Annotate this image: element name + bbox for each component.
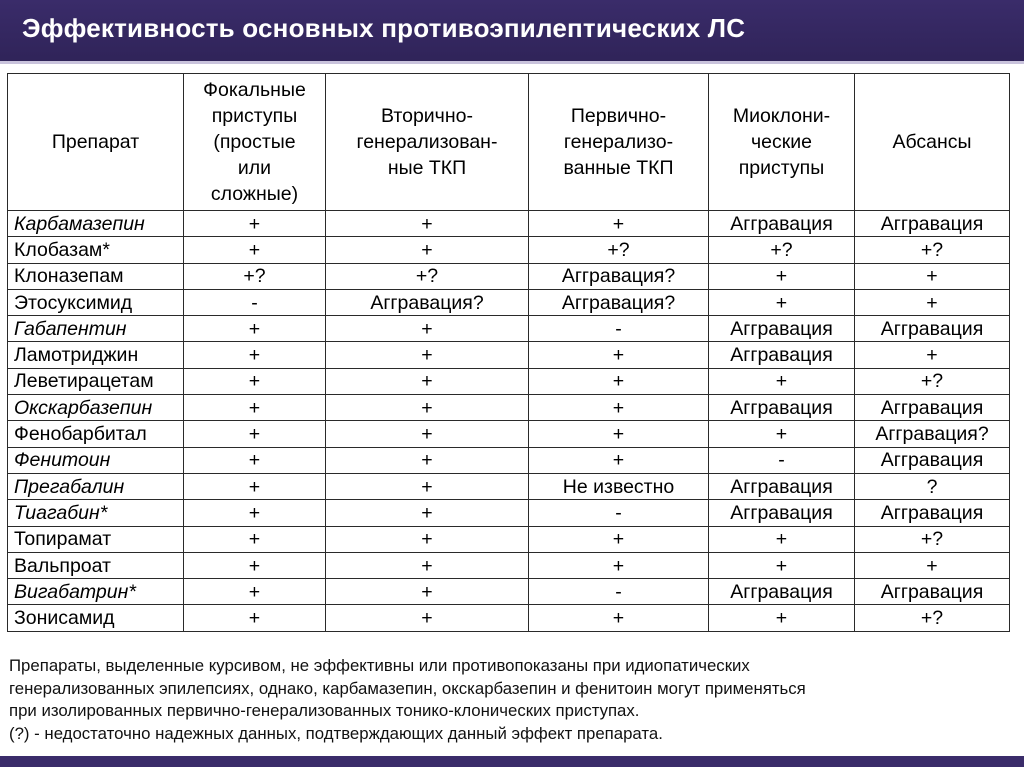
table-cell: Аггравация? xyxy=(326,289,529,315)
table-cell: + xyxy=(709,263,855,289)
bottom-bar xyxy=(0,756,1024,767)
column-header: Вторично- генерализован- ные ТКП xyxy=(326,74,529,211)
table-cell: Аггравация xyxy=(709,473,855,499)
table-cell: - xyxy=(529,316,709,342)
title-bar xyxy=(0,0,1024,64)
table-cell: + xyxy=(529,368,709,394)
table-cell: + xyxy=(326,421,529,447)
table-cell: + xyxy=(529,342,709,368)
title-rule xyxy=(0,61,1024,64)
table-cell: Аггравация xyxy=(855,447,1010,473)
table-cell: + xyxy=(529,526,709,552)
drug-name-cell: Вигабатрин* xyxy=(8,579,184,605)
table-cell: + xyxy=(184,421,326,447)
table-cell: + xyxy=(855,289,1010,315)
footnote-line: при изолированных первично-генерализованных тонико-клонических приступах. xyxy=(9,701,640,720)
table-cell: - xyxy=(529,579,709,605)
column-header: Препарат xyxy=(8,74,184,211)
column-header: Абсансы xyxy=(855,74,1010,211)
table-body xyxy=(8,211,1010,632)
table-cell: + xyxy=(184,447,326,473)
table-cell: Аггравация xyxy=(855,211,1010,237)
table-cell: Не известно xyxy=(529,473,709,499)
table-cell: + xyxy=(709,421,855,447)
table-cell: + xyxy=(326,237,529,263)
table-cell: + xyxy=(326,447,529,473)
table-cell: + xyxy=(326,473,529,499)
table-cell: + xyxy=(709,289,855,315)
footnote-line: генерализованных эпилепсиях, однако, карбамазепин, окскарбазепин и фенитоин могут применяться xyxy=(9,678,806,698)
page-title: Эффективность основных противоэпилептических ЛС xyxy=(22,13,746,43)
table-cell: Аггравация xyxy=(855,579,1010,605)
table-cell: +? xyxy=(855,605,1010,631)
table-cell: Аггравация xyxy=(709,316,855,342)
table-cell: + xyxy=(529,447,709,473)
table-cell: + xyxy=(184,526,326,552)
drug-name-cell: Прегабалин xyxy=(8,473,184,499)
table-cell: - xyxy=(184,289,326,315)
table-cell: Аггравация xyxy=(709,500,855,526)
drug-name-cell: Тиагабин* xyxy=(8,500,184,526)
table-row xyxy=(8,237,1010,263)
table-cell: + xyxy=(529,211,709,237)
drug-name-cell: Клобазам* xyxy=(8,237,184,263)
table-cell: Аггравация? xyxy=(855,421,1010,447)
drug-name-cell: Зонисамид xyxy=(8,605,184,631)
table-cell: - xyxy=(709,447,855,473)
table-cell: + xyxy=(326,211,529,237)
drug-name-cell: Фенобарбитал xyxy=(8,421,184,447)
table-cell: + xyxy=(855,263,1010,289)
table-cell: + xyxy=(184,500,326,526)
table-row xyxy=(8,316,1010,342)
table-cell: + xyxy=(326,342,529,368)
table-cell: + xyxy=(709,552,855,578)
drug-name-cell: Габапентин xyxy=(8,316,184,342)
table-row xyxy=(8,395,1010,421)
table-header-row xyxy=(8,74,1010,211)
table-cell: + xyxy=(709,526,855,552)
table-row xyxy=(8,342,1010,368)
drug-name-cell: Клоназепам xyxy=(8,263,184,289)
table-cell: + xyxy=(709,368,855,394)
table-cell: Аггравация xyxy=(855,395,1010,421)
footnote-line: Препараты, выделенные курсивом, не эффективны или противопоказаны при идиопатических xyxy=(9,656,750,675)
drug-name-cell: Этосуксимид xyxy=(8,289,184,315)
table-cell: Аггравация xyxy=(709,342,855,368)
column-header: Фокальные приступы (простые или сложные) xyxy=(184,74,326,211)
table-cell: + xyxy=(184,473,326,499)
table-cell: +? xyxy=(184,263,326,289)
drug-name-cell: Ламотриджин xyxy=(8,342,184,368)
table-cell: + xyxy=(855,342,1010,368)
table-cell: + xyxy=(326,368,529,394)
table-cell: + xyxy=(529,395,709,421)
table-cell: +? xyxy=(855,237,1010,263)
table-cell: Аггравация xyxy=(709,579,855,605)
table-cell: + xyxy=(184,342,326,368)
drug-name-cell: Леветирацетам xyxy=(8,368,184,394)
table-cell: + xyxy=(184,237,326,263)
footnote-line: (?) - недостаточно надежных данных, подтверждающих данный эффект препарата. xyxy=(9,723,663,743)
table-cell: ? xyxy=(855,473,1010,499)
table-cell: +? xyxy=(326,263,529,289)
table-cell: Аггравация? xyxy=(529,289,709,315)
table-row xyxy=(8,368,1010,394)
table-cell: + xyxy=(855,552,1010,578)
table-cell: + xyxy=(184,579,326,605)
table-cell: + xyxy=(184,395,326,421)
table-cell: + xyxy=(326,316,529,342)
table-cell: +? xyxy=(855,526,1010,552)
table-cell: + xyxy=(326,579,529,605)
table-row xyxy=(8,473,1010,499)
table-cell: + xyxy=(326,605,529,631)
table-cell: + xyxy=(326,395,529,421)
table-cell: - xyxy=(529,500,709,526)
table-row xyxy=(8,552,1010,578)
drug-name-cell: Карбамазепин xyxy=(8,211,184,237)
drug-name-cell: Вальпроат xyxy=(8,552,184,578)
table-cell: + xyxy=(184,368,326,394)
table-cell: Аггравация? xyxy=(529,263,709,289)
table-row xyxy=(8,579,1010,605)
table-cell: + xyxy=(184,552,326,578)
table-row xyxy=(8,447,1010,473)
column-header: Первично- генерализо- ванные ТКП xyxy=(529,74,709,211)
drug-name-cell: Окскарбазепин xyxy=(8,395,184,421)
table-cell: + xyxy=(529,605,709,631)
table-row xyxy=(8,605,1010,631)
table-cell: +? xyxy=(855,368,1010,394)
efficacy-table xyxy=(7,73,1010,632)
table-cell: + xyxy=(529,552,709,578)
table-row xyxy=(8,289,1010,315)
table-cell: +? xyxy=(529,237,709,263)
table-row xyxy=(8,421,1010,447)
table-row xyxy=(8,211,1010,237)
table-cell: Аггравация xyxy=(855,316,1010,342)
table-row xyxy=(8,263,1010,289)
column-header: Миоклони- ческие приступы xyxy=(709,74,855,211)
table-cell: + xyxy=(326,500,529,526)
table-cell: + xyxy=(184,211,326,237)
table-cell: + xyxy=(326,552,529,578)
drug-name-cell: Фенитоин xyxy=(8,447,184,473)
table-cell: Аггравация xyxy=(709,395,855,421)
table-cell: + xyxy=(529,421,709,447)
table-cell: + xyxy=(184,316,326,342)
table-cell: + xyxy=(709,605,855,631)
table-cell: + xyxy=(326,526,529,552)
table-cell: Аггравация xyxy=(855,500,1010,526)
table-cell: +? xyxy=(709,237,855,263)
footnotes xyxy=(9,655,1014,745)
table-row xyxy=(8,526,1010,552)
drug-name-cell: Топирамат xyxy=(8,526,184,552)
table-cell: Аггравация xyxy=(709,211,855,237)
table-row xyxy=(8,500,1010,526)
table-cell: + xyxy=(184,605,326,631)
